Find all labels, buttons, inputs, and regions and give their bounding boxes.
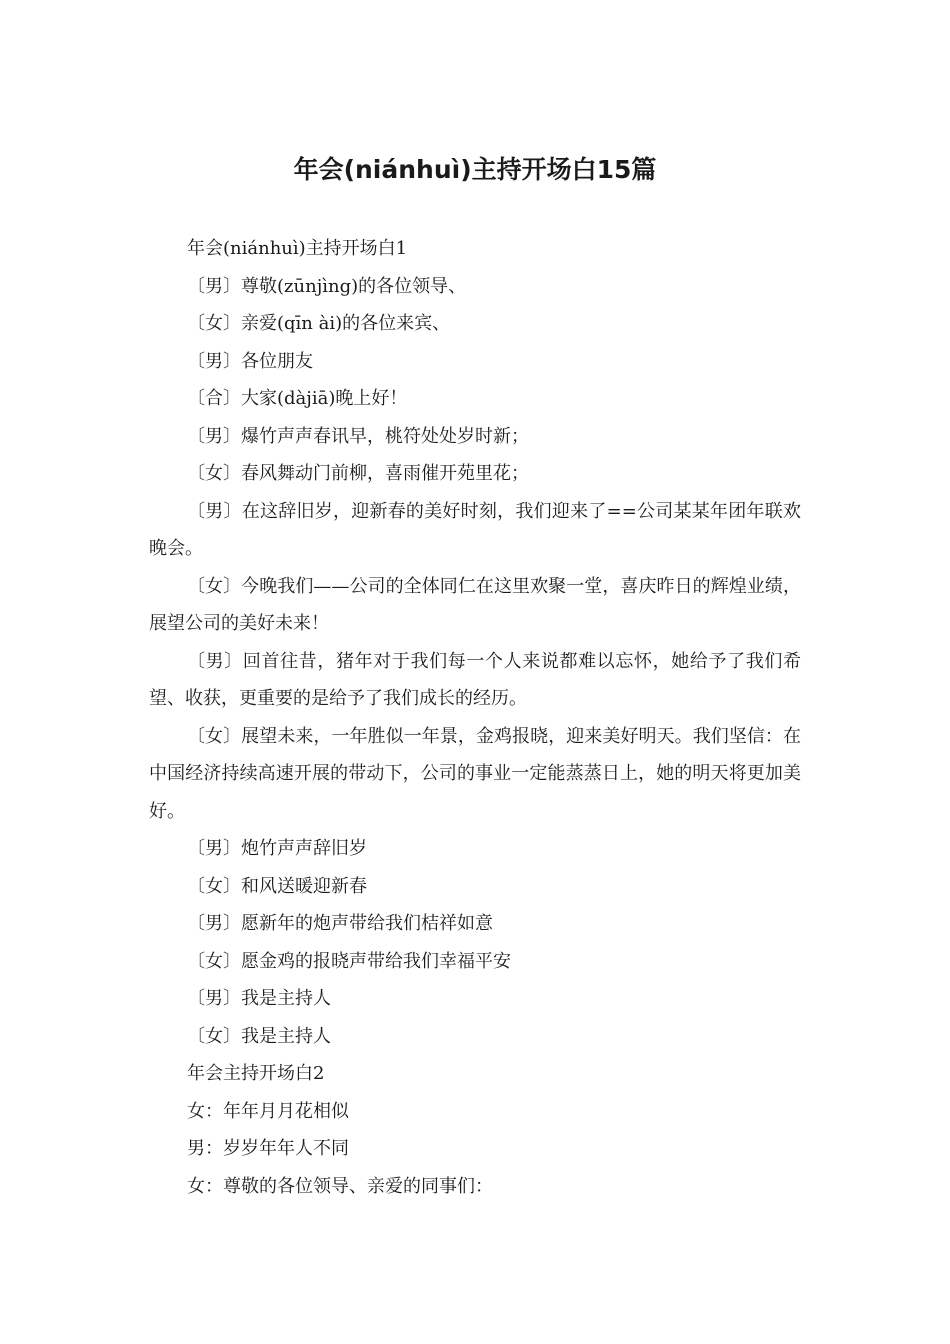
paragraph: 〔女〕春风舞动门前柳，喜雨催开苑里花； <box>187 463 529 484</box>
paragraph: 〔女〕展望未来，一年胜似一年景，金鸡报晓，迎来美好明天。我们坚信：在中国经济持续高速开展的带动下，公司的事业一定能蒸蒸日上，她的明天将更加美好。 <box>149 725 801 822</box>
paragraph: 〔男〕爆竹声声春讯早，桃符处处岁时新； <box>187 425 529 447</box>
document-title: 年会(niánhuì)主持开场白15篇 <box>293 155 657 184</box>
document-body <box>149 230 801 1205</box>
section-heading: 年会主持开场白2 <box>187 1063 325 1084</box>
paragraph: 〔合〕大家(dàjiā)晚上好！ <box>187 388 408 409</box>
paragraph: 〔女〕和风送暖迎新春 <box>187 875 367 897</box>
paragraph: 〔男〕各位朋友 <box>187 350 313 372</box>
paragraph: 〔女〕亲爱(qīn ài)的各位来宾、 <box>187 313 451 334</box>
paragraph: 〔男〕愿新年的炮声带给我们桔祥如意 <box>187 913 493 934</box>
paragraph: 女：尊敬的各位领导、亲爱的同事们： <box>187 1175 493 1197</box>
paragraph: 〔男〕尊敬(zūnjìng)的各位领导、 <box>187 275 467 297</box>
paragraph: 〔男〕我是主持人 <box>187 988 331 1009</box>
paragraph: 〔女〕我是主持人 <box>187 1025 331 1047</box>
paragraph: 〔女〕愿金鸡的报晓声带给我们幸福平安 <box>187 950 511 972</box>
paragraph: 〔男〕炮竹声声辞旧岁 <box>187 838 367 859</box>
paragraph: 〔男〕在这辞旧岁，迎新春的美好时刻，我们迎来了==公司某某年团年联欢晚会。 <box>149 500 801 559</box>
paragraph: 男：岁岁年年人不同 <box>187 1138 349 1159</box>
paragraph: 女：年年月月花相似 <box>187 1100 349 1122</box>
paragraph: 〔女〕今晚我们——公司的全体同仁在这里欢聚一堂，喜庆昨日的辉煌业绩，展望公司的美好未来！ <box>149 575 801 634</box>
paragraph: 〔男〕回首往昔，猪年对于我们每一个人来说都难以忘怀，她给予了我们希望、收获，更重要的是给予了我们成长的经历。 <box>149 650 801 709</box>
paragraph: 年会(niánhuì)主持开场白1 <box>187 238 408 259</box>
